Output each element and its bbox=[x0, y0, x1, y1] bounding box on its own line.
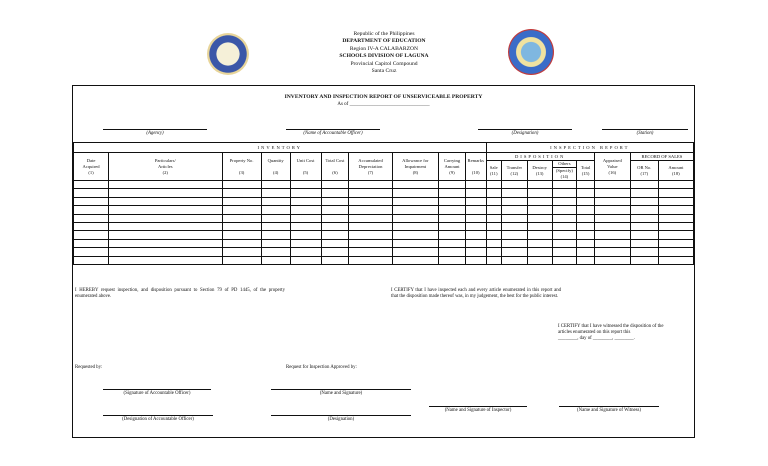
hereby-statement: I HEREBY request inspection, and disposition pursuant to Section 79 of PD 1445, of the property enumerated above. bbox=[75, 288, 285, 299]
designation-signature-caption: (Designation) bbox=[327, 417, 355, 422]
table-row bbox=[74, 256, 694, 264]
others-label: Others bbox=[552, 161, 577, 168]
header-republic: Republic of the Philippines bbox=[353, 31, 415, 37]
col-transfer: Transfer (12) bbox=[501, 161, 527, 181]
agency-caption: (Agency) bbox=[146, 131, 164, 136]
col-amount: Amount (18) bbox=[658, 161, 693, 181]
col-total: Total (15) bbox=[577, 161, 595, 181]
col-date-acquired: Date Acquired (1) bbox=[74, 153, 109, 181]
col-accumulated-depreciation: Accumulated Depreciation (7) bbox=[349, 153, 392, 181]
col-or-no: OR No. (17) bbox=[630, 161, 658, 181]
col-unit-cost: Unit Cost (5) bbox=[290, 153, 321, 181]
table-row bbox=[74, 214, 694, 222]
as-of-line: As of ________________________________ bbox=[337, 102, 430, 107]
col-appraised-value: Appraised Value (16) bbox=[594, 153, 630, 181]
table-row bbox=[74, 231, 694, 239]
inventory-form bbox=[72, 85, 695, 438]
letterhead bbox=[234, 31, 534, 75]
header-compound: Provincial Capitol Compound bbox=[350, 60, 418, 67]
laguna-seal-icon bbox=[508, 29, 554, 75]
signature-officer-caption: (Signature of Accountable Officer) bbox=[123, 391, 191, 396]
col-particulars: Particulars/ Articles (2) bbox=[109, 153, 222, 181]
col-specify: (Specify) (14) bbox=[552, 168, 577, 181]
witness-statement-2: ________, day of ________, ________. bbox=[558, 336, 635, 341]
designation-officer-caption: (Designation of Accountable Officer) bbox=[122, 417, 194, 422]
col-carrying-amount: Carrying Amount (9) bbox=[439, 153, 466, 181]
designation-caption: (Designation) bbox=[511, 131, 539, 136]
col-quantity: Quantity (4) bbox=[261, 153, 290, 181]
col-allowance-impairment: Allowance for Impairment (8) bbox=[392, 153, 438, 181]
officer-caption: (Name of Accountable Officer) bbox=[303, 131, 363, 136]
certify-statement: I CERTIFY that I have inspected each and every article enumerated in this report and that the disposition made thereof was, in my judgement, the best for the public interest. bbox=[391, 288, 561, 299]
inventory-band: INVENTORY bbox=[74, 143, 487, 153]
table-row bbox=[74, 197, 694, 205]
col-property-no: Property No. (3) bbox=[222, 153, 261, 181]
record-of-sales-band: RECORD OF SALES bbox=[630, 153, 693, 161]
name-signature-caption: (Name and Signature) bbox=[319, 391, 363, 396]
col-total-cost: Total Cost (6) bbox=[321, 153, 349, 181]
table-row bbox=[74, 206, 694, 214]
inspection-band: INSPECTION REPORT bbox=[486, 143, 693, 153]
header-division: SCHOOLS DIVISION OF LAGUNA bbox=[339, 53, 429, 60]
blank-rows bbox=[74, 181, 694, 265]
table-row bbox=[74, 248, 694, 256]
table-row bbox=[74, 239, 694, 247]
witness-caption: (Name and Signature of Witness) bbox=[577, 408, 641, 413]
disposition-band: DISPOSITION bbox=[486, 153, 594, 161]
col-remarks: Remarks (10) bbox=[465, 153, 486, 181]
requested-by-label: Requested by: bbox=[75, 365, 103, 370]
table-row bbox=[74, 181, 694, 189]
table-row bbox=[74, 189, 694, 197]
station-caption: (Station) bbox=[636, 131, 654, 136]
inventory-table bbox=[73, 142, 694, 265]
table-row bbox=[74, 222, 694, 230]
inspector-caption: (Name and Signature of Inspector) bbox=[444, 408, 512, 413]
header-department: DEPARTMENT OF EDUCATION bbox=[342, 38, 426, 45]
header-city: Santa Cruz bbox=[371, 68, 397, 75]
form-title: INVENTORY AND INSPECTION REPORT OF UNSERVICEABLE PROPERTY bbox=[284, 94, 483, 100]
header-region: Region IV-A CALABARZON bbox=[349, 45, 419, 52]
col-sale: Sale (11) bbox=[486, 161, 501, 181]
witness-statement-1: I CERTIFY that I have witnessed the disposition of the articles enumerated on this report this bbox=[558, 324, 664, 335]
col-destroy: Destroy (13) bbox=[527, 161, 552, 181]
approved-by-label: Request for Inspection Approved by: bbox=[286, 365, 357, 370]
